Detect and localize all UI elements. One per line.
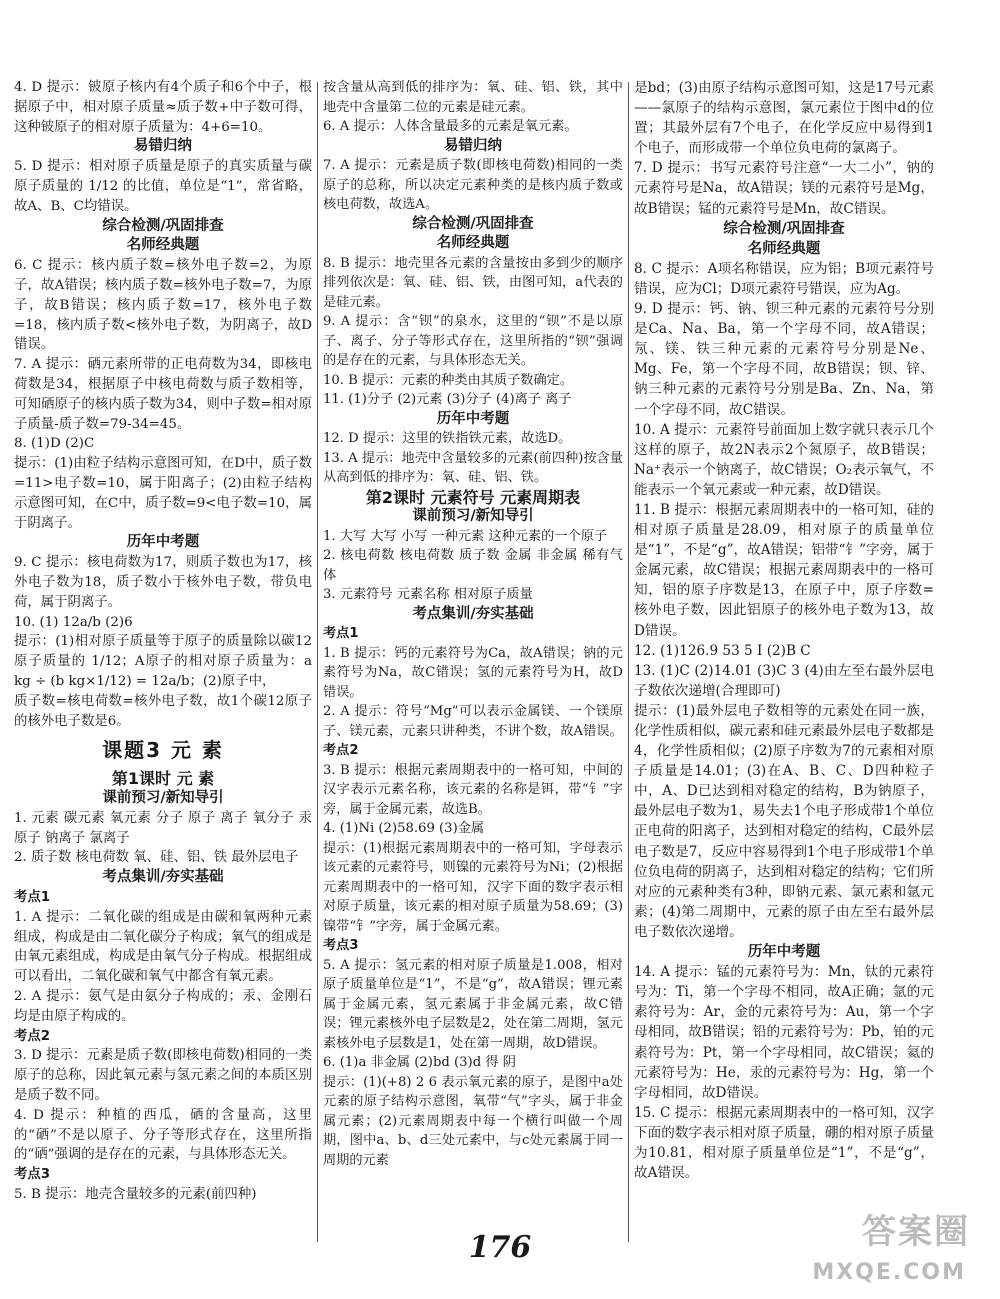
answer-line: 15. C 提示：根据元素周期表中的一格可知，汉字下面的数字表示相对原子质量，硼的相对原子质量为10.81，相对原子质量单位是“1”，不是“g”，故A错误。 [634,1104,934,1182]
answer-line: 7. D 提示：书写元素符号注意“一大二小”，钠的元素符号是Na，故A错误；镁的元素符号是Mg，故B错误；锰的元素符号是Mn，故C错误。 [634,160,934,217]
answer-line: 2. A 提示：氨气是由氨分子构成的；汞、金刚石均是由原子构成的。 [14,989,312,1024]
key-point-label: 考点2 [323,743,359,758]
answer-line: 8. B 提示：地壳里各元素的含量按由多到少的顺序排列依次是：氧、硅、铝、铁，由图可知，a代表的是硅元素。 [323,255,623,310]
answer-line: 按含量从高到低的排序为：氧、硅、铝、铁，其中地壳中含量第二位的元素是硅元素。 [323,80,623,115]
answer-line: 提示：(1)根据元素周期表中的一格可知，字母表示该元素的元素符号，则镍的元素符号为Ni；(2)根据元素周期表中的一格可知，汉字下面的数字表示相对原子质量，该元素的相对原子质量为58.69；(3)镍带“钅”字旁，属于金属元素。 [323,840,623,934]
answer-line: 10. B 提示：元素的种类由其质子数确定。 [323,372,574,388]
answer-line: 是bd；(3)由原子结构示意图可知，这是17号元素——氯原子的结构示意图，氯元素位于图中d的位置；其最外层有7个电子，在化学反应中易得到1个电子，而形成带一个单位负电荷的氯离子。 [634,80,934,157]
lesson-subtitle: 第1课时 元 素 [111,769,215,789]
answer-line: 1. B 提示：钙的元素符号为Ca，故A错误；钠的元素符号为Na，故C错误；氢的元素符号为H，故D错误。 [323,645,623,700]
answer-line: 9. C 提示：核电荷数为17，则质子数也为17，核外电子数为18，质子数小于核外电子数，带负电荷，属于阴离子。 [14,555,312,610]
answer-line: 10. A 提示：元素符号前面加上数字就只表示几个这样的原子，故2N表示2个氮原子，故B错误；Na⁺表示一个钠离子，故C错误；O₂表示氧气，不能表示一个氧元素或一种元素，故D错误。 [634,421,934,498]
column-right [634,78,934,1183]
page-number: 176 [468,1230,532,1265]
answer-line: 6. A 提示：人体含量最多的元素是氧元素。 [323,119,578,134]
section-heading: 历年中考题 [436,410,510,427]
answer-line: 3. B 提示：根据元素周期表中的一格可知，中间的汉字表示元素名称，该元素的名称是铒，带“钅”字旁，属于金属元素，故选B。 [323,762,623,817]
answer-line: 1. A 提示：二氧化碳的组成是由碳和氧两种元素组成，构成是由二氧化碳分子构成；氧气的组成是由氧元素组成，构成是由氧气分子构成。根据组成可以看出，二氧化碳和氧气中都含有氧元素。 [14,909,312,985]
section-heading: 课前预习/新知导引 [102,790,224,807]
answer-line: 提示：(1)(+8) 2 6 表示氧元素的原子，是图中a处元素的原子结构示意图，氧带“气”字头，属于非金属元素；(2)元素周期表中每一个横行叫做一个周期，图中a、b、d三处元素中，与c处元素属于同一周期的元素 [323,1074,623,1168]
answer-line: 1. 元素 碳元素 氧元素 分子 原子 离子 氧分子 汞原子 钠离子 氯离子 [14,810,312,846]
key-point-label: 考点3 [14,1167,51,1183]
answer-line: 14. A 提示：锰的元素符号为：Mn，钛的元素符号为：Ti，第一个字母不相同，故A正确；氩的元素符号为：Ar，金的元素符号为：Au，第一个字母相同，故B错误；铅的元素符号为：Pb，铂的元素符号为：Pt，第一个字母相同，故C错误；氦的元素符号为：He，汞的元素符号为：Hg，第一个字母相同，故D错误。 [634,964,934,1101]
answer-line: 提示：(1)由粒子结构示意图可知，在D中，质子数=11>电子数=10，属于阳离子；(2)由粒子结构示意图可知，在C中，质子数=9<电子数=10，属于阴离子。 [14,456,312,531]
answer-line: 12. (1)126.9 53 5 I (2)B C [634,642,811,659]
answer-line: 5. B 提示：地壳含量较多的元素(前四种) [14,1187,257,1203]
section-heading: 综合检测/巩固排查 [723,220,845,237]
answer-line: 4. (1)Ni (2)58.69 (3)金属 [323,821,485,836]
answer-line: 质子数=核电荷数=核外电子数，故1个碳12原子的核外电子数是6。 [14,693,312,729]
answer-line: 6. C 提示：核内质子数=核外电子数=2，为原子，故A错误；核内质子数=核外电子数=7，为原子，故B错误；核内质子数=17，核外电子数=18，核内质子数<核外电子数，为阴离子，故D错误。 [14,258,312,353]
section-heading: 名师经典题 [126,237,200,254]
answer-line: 2. 核电荷数 核电荷数 质子数 金属 非金属 稀有气体 [323,548,623,583]
answer-line: 13. (1)C (2)14.01 (3)C 3 (4)由左至右最外层电子数依次递增(合理即可) [634,662,934,699]
answer-line: 3. D 提示：元素是质子数(即核电荷数)相同的一类原子的总称，因此氧元素与氢元素之间的本质区别是质子数不同。 [14,1048,312,1104]
section-heading: 综合检测/巩固排查 [102,217,224,234]
answer-line: 10. (1) 12a/b (2)6 [14,614,133,630]
answer-line: 4. D 提示：铍原子核内有4个质子和6个中子，根据原子中，相对原子质量≈质子数+中子数可得，这种铍原子的相对原子质量为：4+6=10。 [14,80,312,135]
answer-line: 7. A 提示：元素是质子数(即核电荷数)相同的一类原子的总称，所以决定元素种类的是核内质子数或核电荷数，故选A。 [323,158,623,212]
section-heading: 名师经典题 [436,235,510,251]
section-heading: 历年中考题 [126,534,200,551]
answer-line: 9. D 提示：钙、钠、钡三种元素的元素符号分别是Ca、Na、Ba，第一个字母不同，故A错误；氖、镁、铁三种元素的元素符号分别是Ne、Mg、Fe，第一个字母不同，故B错误；钡、锌、钠三种元素的元素符号分别是Ba、Zn、Na，第一个字母不同，故C错误。 [634,301,934,418]
key-point-label: 考点3 [323,938,359,953]
answer-line: 5. A 提示：氢元素的相对原子质量是1.008，相对原子质量单位是“1”，不是“g”，故A错误；锂元素属于金属元素，氢元素属于非金属元素，故C错误；锂元素核外电子层数是2，处在第二周期，氢元素核外电子层数是1，处在第一周期，故D错误。 [323,957,623,1051]
answer-line: 9. A 提示：含“钡”的泉水，这里的“钡”不是以原子、离子、分子等形式存在，这里所指的“钡”强调的是存在的元素，与具体形态无关。 [323,314,623,368]
answer-line: 提示：(1)相对原子质量等于原子的质量除以碳12原子质量的 1/12；A原子的相对原子质量为：a kg ÷ (b kg×1/12) = 12a/b；(2)原子中， [14,634,312,689]
answer-line: 13. A 提示：地壳中含量较多的元素(前四种)按含量从高到低的排序为：氧、硅、铝、铁。 [323,450,623,485]
answer-line: 5. D 提示：相对原子质量是原子的真实质量与碳原子质量的 1/12 的比值，单位是“1”，常省略，故A、B、C均错误。 [14,159,312,214]
section-heading: 课前预习/新知导引 [412,508,534,524]
answer-line: 提示：(1)最外层电子数相等的元素处在同一族，化学性质相似，碳元素和硅元素最外层电子数都是4，化学性质相似；(2)原子序数为7的元素相对原子质量是14.01；(3)在A、B、C、D四种粒子中，A、D已达到相对稳定的结构，B为钠原子，最外层电子数为1，易失去1个电子形成带1个单位正电荷的阳离子，达到相对稳定的结构，C最外层电子数是7，反应中容易得到1个电子形成带1个单位负电荷的阴离子，达到相对稳定的结构；它们所对应的元素种类有3种，即钠元素、氯元素和氩元素；(4)第二周期中，元素的原子由左至右最外层电子数依次递增。 [634,702,934,940]
section-heading: 易错归纳 [444,137,502,154]
answer-line: 2. A 提示：符号“Mg”可以表示金属镁、一个镁原子、镁元素，元素只讲种类，不讲个数，故A错误。 [323,704,623,739]
section-heading: 易错归纳 [134,138,192,155]
section-heading: 历年中考题 [747,944,821,961]
column-divider [317,82,318,1242]
column-middle [323,78,623,1170]
answer-line: 11. B 提示：根据元素周期表中的一格可知，硅的相对原子质量是28.09，相对原子的质量单位是“1”，不是“g”，故A错误；铝带“钅”字旁，属于金属元素，故C错误；根据元素周期表中的一格可知，铝的原子序数是13，在原子中，原子序数=核外电子数，因此铝原子的核外电子数为13，故D错误。 [634,501,934,639]
column-left [14,78,312,1205]
answer-line: 4. D 提示：种植的西瓜，硒的含量高，这里的“硒”不是以原子、分子等形式存在，这里所指的“硒”强调的是存在的元素，与具体形态无关。 [14,1107,312,1163]
lesson-subtitle: 第2课时 元素符号 元素周期表 [365,487,581,507]
answer-line: 8. (1)D (2)C [14,436,95,452]
answer-line: 8. C 提示：A项名称错误，应为铝；B项元素符号错误，应为Cl；D项元素符号错误，应为Ag。 [634,260,934,297]
answer-line: 7. A 提示：硒元素所带的正电荷数为34，即核电荷数是34，根据原子中核电荷数与质子数相等，可知硒原子的核内质子数为34，则中子数=相对原子质量-质子数=79-34=45。 [14,357,312,432]
answer-line: 1. 大写 大写 小写 一种元素 这种元素的一个原子 [323,528,608,544]
section-heading: 考点集训/夯实基础 [102,869,224,886]
key-point-label: 考点1 [323,626,359,641]
section-heading: 综合检测/巩固排查 [412,215,534,232]
lesson-title: 课题3 元 素 [102,738,224,763]
key-point-label: 考点1 [14,890,51,906]
section-heading: 名师经典题 [747,240,821,257]
key-point-label: 考点2 [14,1028,51,1044]
answer-line: 6. (1)a 非金属 (2)bd (3)d 得 阴 [323,1055,516,1070]
answer-line: 11. (1)分子 (2)元素 (3)分子 (4)离子 离子 [323,392,572,407]
column-divider [628,82,629,1242]
watermark-url: MXQE.COM [812,1260,966,1285]
answer-line: 3. 元素符号 元素名称 相对原子质量 [323,587,533,602]
watermark-logo: 答案圈 [862,1212,970,1252]
section-heading: 考点集训/夯实基础 [412,605,534,622]
answer-line: 2. 质子数 核电荷数 氧、硅、铝、铁 最外层电子 [14,850,299,866]
answer-line: 12. D 提示：这里的铁指铁元素，故选D。 [323,431,572,446]
